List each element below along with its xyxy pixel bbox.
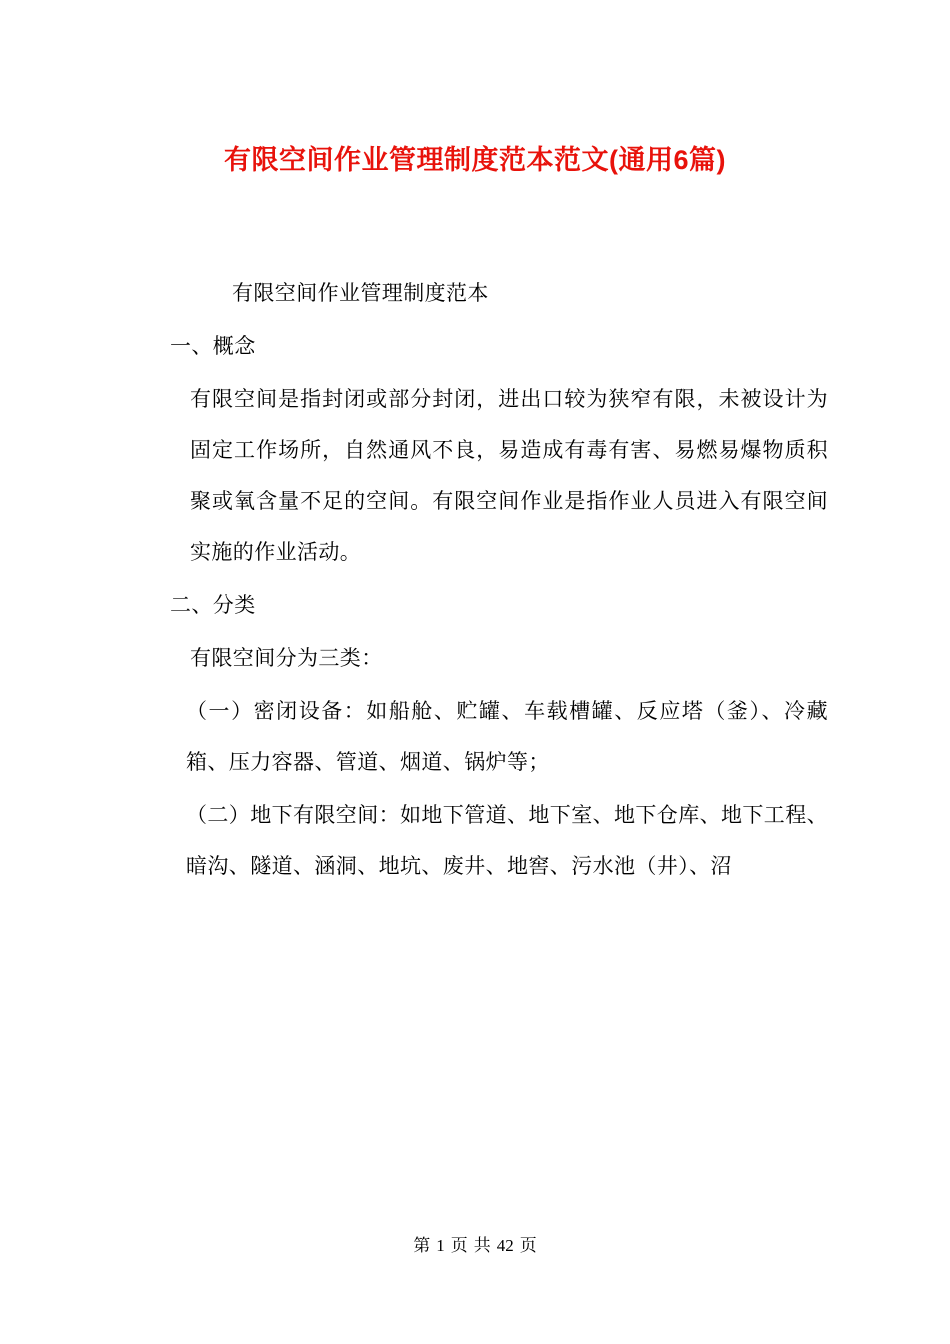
paragraph: （二）地下有限空间：如地下管道、地下室、地下仓库、地下工程、暗沟、隧道、涵洞、地坑、废井、地窖、污水池（井）、沼 <box>186 803 828 878</box>
paragraph: （一）密闭设备：如船舱、贮罐、车载槽罐、反应塔（釜）、冷藏箱、压力容器、管道、烟道、锅炉等； <box>186 699 828 774</box>
document-body <box>128 268 828 894</box>
paragraph: 有限空间分为三类： <box>190 646 383 670</box>
section-heading-concept: 一、概念 <box>170 334 256 358</box>
paragraph: 有限空间作业管理制度范本 <box>232 281 489 305</box>
footer-total-suffix: 页 <box>519 1236 537 1255</box>
footer-total-label: 共 <box>473 1236 491 1255</box>
section-heading-classification: 二、分类 <box>170 593 256 617</box>
paragraph: 有限空间是指封闭或部分封闭，进出口较为狭窄有限，未被设计为固定工作场所，自然通风不良，易造成有毒有害、易燃易爆物质积聚或氧含量不足的空间。有限空间作业是指作业人员进入有限空间实施的作业活动。 <box>190 387 828 564</box>
footer-page-suffix: 页 <box>450 1236 468 1255</box>
footer-total-number: 42 <box>496 1236 514 1255</box>
page-footer <box>0 1231 950 1256</box>
page-title: 有限空间作业管理制度范本范文(通用6篇) <box>224 145 726 175</box>
footer-page-label: 第 <box>413 1236 431 1255</box>
footer-page-number: 1 <box>436 1236 445 1255</box>
